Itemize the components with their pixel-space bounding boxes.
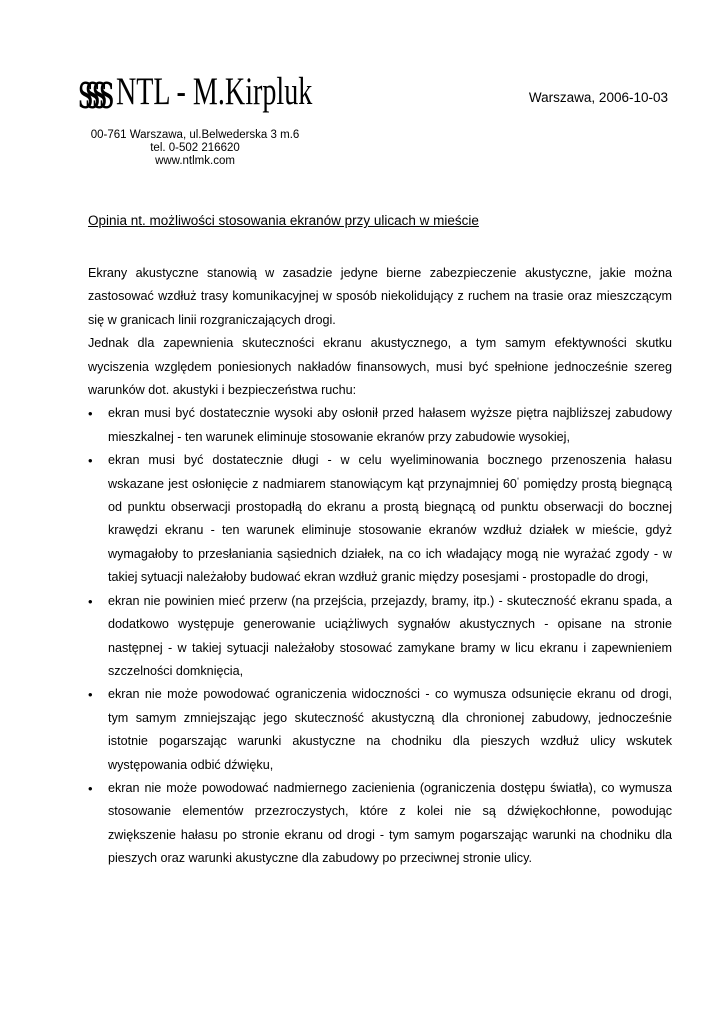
list-item-text: ekran musi być dostatecznie długi - w celu wyeliminowania bocznego przenoszenia hałasu wskazane jest osłonięcie z nadmiarem stanowiącym kąt przynajmniej 60 xyxy=(108,453,672,491)
address-street: 00-761 Warszawa, ul.Belwederska 3 m.6 xyxy=(90,129,300,141)
logo-text: NTL - M.Kirpluk xyxy=(116,70,313,113)
list-item xyxy=(88,449,672,589)
address-phone: tel. 0-502 216620 xyxy=(150,142,240,154)
list-item-text: pomiędzy prostą biegnącą od punktu obserwacji prostopadłą do ekranu a prostą biegnącą od punktu obserwacji do bocznej krawędzi ekranu - ten warunek eliminuje stosowanie ekranów wzdłuż działek w mieście, gdyż wymagałoby to przesłaniania sąsiednich działek, na co ich władający mogą nie wyrażać zgody - w takiej sytuacji należałoby budować ekran wzdłuż granic między posesjami - prostopadle do drogi, xyxy=(108,476,672,585)
degree-mark: ° xyxy=(516,477,520,484)
logo-mark-icon: ssss xyxy=(78,62,106,120)
document-body xyxy=(88,262,672,871)
conditions-list xyxy=(88,402,672,870)
list-item: • ekran nie może powodować nadmiernego zacienienia (ograniczenia dostępu światła), co wymusza stosowanie elementów przezroczystych, które z kolei nie są dźwiękochłonne, powodując zwiększenie hałasu po stronie ekranu od drogi - tym samym pogarszając warunki na chodniku dla pieszych oraz warunki akustyczne dla zabudowy po przeciwnej stronie ulicy. xyxy=(88,777,672,871)
address-website: www.ntlmk.com xyxy=(155,155,235,167)
company-logo xyxy=(78,62,389,120)
list-item: • ekran nie może powodować ograniczenia widoczności - co wymusza odsunięcie ekranu od drogi, tym samym zmniejszając jego skuteczność akustyczną dla chronionej zabudowy, jednocześnie istotnie pogarszając warunki akustyczne na chodniku dla pieszych wzdłuż ulicy wskutek występowania odbić dźwięku, xyxy=(88,683,672,777)
document-subject: Opinia nt. możliwości stosowania ekranów przy ulicach w mieście xyxy=(88,213,479,228)
paragraph-intro: Ekrany akustyczne stanowią w zasadzie jedyne bierne zabezpieczenie akustyczne, jakie można zastosować wzdłuż trasy komunikacyjnej w sposób niekolidujący z ruchem na trasie oraz mieszczącym się w granicach linii rozgraniczających drogi. xyxy=(88,266,672,327)
list-item: • ekran musi być dostatecznie wysoki aby osłonił przed hałasem wyższe piętra najbliższej zabudowy mieszkalnej - ten warunek eliminuje stosowanie ekranów przy zabudowie wysokiej, xyxy=(88,402,672,449)
list-item: • ekran nie powinien mieć przerw (na przejścia, przejazdy, bramy, itp.) - skuteczność ekranu spada, a dodatkowo występuje generowanie uciążliwych sygnałów akustycznych - opisane na stronie następnej - w takiej sytuacji należałoby stosować zamykane bramy w licu ekranu i zapewnieniem szczelności domknięcia, xyxy=(88,590,672,684)
paragraph-conditions: Jednak dla zapewnienia skuteczności ekranu akustycznego, a tym samym efektywności skutku wyciszenia względem poniesionych nakładów finansowych, musi być spełnione jednocześnie szereg warunków dot. akustyki i bezpieczeństwa ruchu: xyxy=(88,336,672,398)
company-address xyxy=(84,129,306,168)
document-date: Warszawa, 2006-10-03 xyxy=(528,90,668,105)
